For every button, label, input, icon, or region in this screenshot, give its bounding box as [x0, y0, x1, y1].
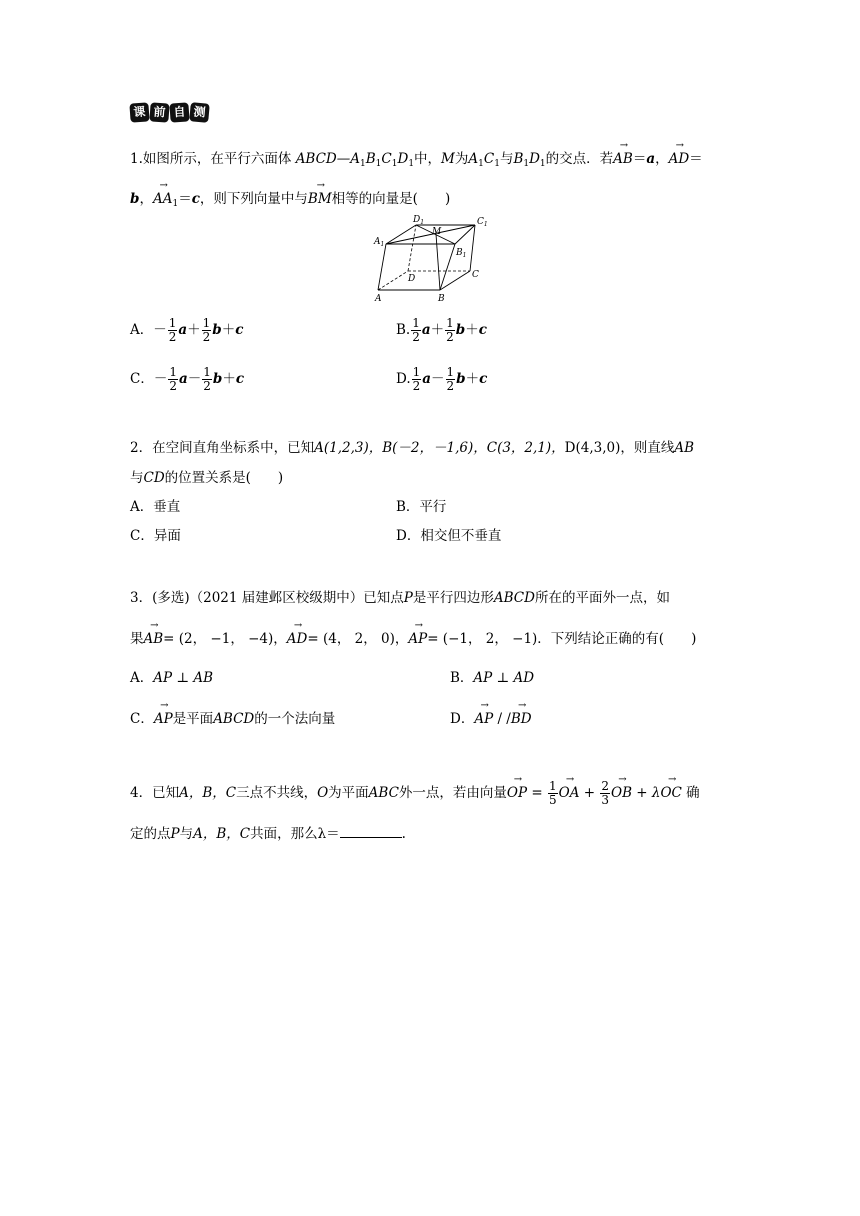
label-D: D	[408, 274, 416, 284]
q3-option-a[interactable]: A．AP ⊥ AB	[130, 670, 214, 686]
badge-char-3: 自	[169, 102, 189, 122]
badge-char-2: 前	[149, 102, 169, 122]
q1-option-d[interactable]: D. $\frac{1}{2}$ a－ $\frac{1}{2}$ b＋c	[396, 365, 488, 393]
badge-char-4: 测	[189, 102, 210, 123]
label-C: C	[472, 270, 479, 280]
q4-line-1: 4．已知A，B，C三点不共线，O为平面ABC外一点，若由向量→ OP = $\frac{1}{5}$ → OA + $\frac{2}{3}$ → OB + λ→ OC 确	[130, 780, 700, 807]
q3-line-2: 果→ AB= (2， −1， −4)，→ AD= (4， 2， 0)，→ AP= (−1， 2， −1)．下列结论正确的有( )	[130, 627, 696, 647]
badge-char-1: 课	[129, 102, 149, 122]
label-M: M	[432, 227, 442, 237]
q1-line-1: 1.如图所示，在平行六面体 $ABCD—A_1B_1C_1D_1$中，M为$A_1C_1$与$B_1D_1$的交点．若→ AB＝a，→ AD＝	[130, 147, 703, 169]
q2-option-a[interactable]: A．垂直	[130, 499, 181, 515]
q2-option-d[interactable]: D．相交但不垂直	[396, 528, 502, 544]
q2-option-c[interactable]: C．异面	[130, 528, 181, 544]
label-A1: $A_1$	[374, 237, 385, 248]
q4-line-2: 定的点P与A，B，C共面，那么λ＝ .	[130, 826, 406, 842]
label-A: A	[375, 294, 382, 304]
label-B1: $B_1$	[456, 248, 467, 259]
q3-option-c[interactable]: C．→ AP是平面ABCD的一个法向量	[130, 707, 335, 727]
q1-option-c[interactable]: C．－ $\frac{1}{2}$ a－ $\frac{1}{2}$ b＋c	[130, 365, 245, 393]
q1-option-a[interactable]: A．－ $\frac{1}{2}$ a＋ $\frac{1}{2}$ b＋c	[130, 316, 244, 344]
q3-line-1: 3．(多选)（2021 届建邺区校级期中）已知点P是平行四边形ABCD所在的平面外一点，如	[130, 590, 670, 606]
q3-option-d[interactable]: D．→ AP / /→ BD	[450, 707, 532, 727]
q3-option-b[interactable]: B．AP ⊥ AD	[450, 670, 535, 686]
q2-option-b[interactable]: B．平行	[396, 499, 447, 515]
section-badge	[130, 103, 209, 122]
label-B: B	[438, 294, 445, 304]
parallelepiped-figure	[370, 212, 495, 304]
label-C1: $C_1$	[477, 217, 488, 228]
answer-blank[interactable]	[340, 825, 402, 838]
q1-option-b[interactable]: B. $\frac{1}{2}$ a＋ $\frac{1}{2}$ b＋c	[396, 316, 487, 344]
label-D1: $D_1$	[413, 215, 425, 226]
q1-line-2: b，→ $AA_1=c$，则下列向量中与→ BM相等的向量是( )	[130, 187, 450, 209]
q2-line-2: 与CD的位置关系是( )	[130, 470, 284, 486]
q2-line-1: 2．在空间直角坐标系中，已知A(1,2,3)，B(－2，－1,6)，C(3，2,1)，D(4,3,0)，则直线AB	[130, 440, 695, 456]
